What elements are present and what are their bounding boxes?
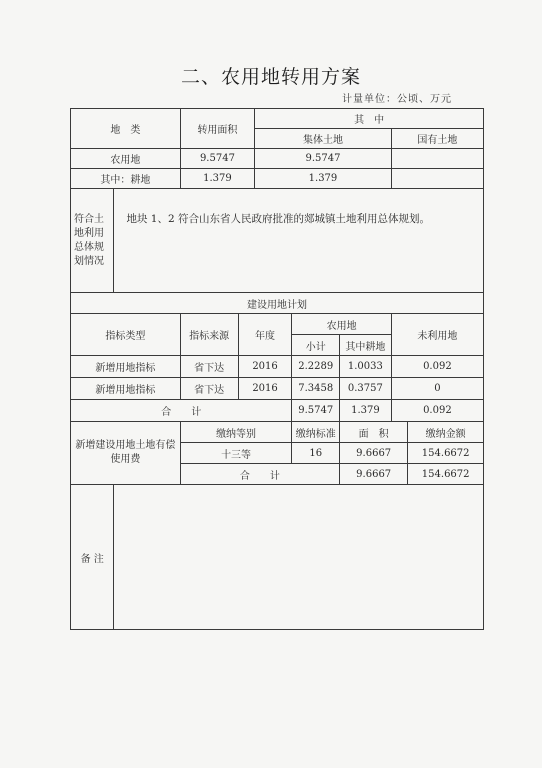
amount-cell: 154.6672 [408, 443, 484, 464]
row-label: 农用地 [71, 149, 181, 169]
subtotal-header: 小计 [292, 335, 340, 356]
indicator-type-header: 指标类型 [71, 314, 181, 356]
total-unused: 0.092 [391, 400, 483, 422]
total-row [71, 400, 484, 422]
fee-total-area: 9.6667 [340, 464, 408, 485]
area-cell: 9.5747 [180, 149, 255, 169]
conversion-plan-table [70, 108, 484, 630]
fee-total-label: 合 计 [180, 464, 339, 485]
of-which-header: 其 中 [255, 109, 484, 129]
planning-text: 地块 1、2 符合山东省人民政府批准的郯城镇土地利用总体规划。 [114, 189, 484, 293]
year-cell: 2016 [238, 378, 292, 400]
fee-total-amount: 154.6672 [408, 464, 484, 485]
area-cell: 1.379 [180, 169, 255, 189]
subtotal-cell: 2.2289 [292, 356, 340, 378]
indicator-source-cell: 省下达 [180, 378, 238, 400]
state-cell [391, 149, 483, 169]
standard-header: 缴纳标准 [292, 422, 340, 443]
remarks-label: 备 注 [71, 485, 114, 630]
standard-cell: 16 [292, 443, 340, 464]
fee-area-cell: 9.6667 [340, 443, 408, 464]
collective-cell: 9.5747 [255, 149, 392, 169]
indicator-source-header: 指标来源 [180, 314, 238, 356]
unused-land-header: 未利用地 [391, 314, 483, 356]
cultivated-cell: 0.3757 [340, 378, 392, 400]
table-row [71, 169, 484, 189]
table-row [71, 356, 484, 378]
area-header: 转用面积 [180, 109, 255, 149]
unused-cell: 0.092 [391, 356, 483, 378]
indicator-type-cell: 新增用地指标 [71, 356, 181, 378]
total-subtotal: 9.5747 [292, 400, 340, 422]
plan-title: 建设用地计划 [71, 293, 484, 314]
amount-header: 缴纳金额 [408, 422, 484, 443]
indicator-source-cell: 省下达 [180, 356, 238, 378]
unused-cell: 0 [391, 378, 483, 400]
total-label: 合 计 [71, 400, 292, 422]
grade-header: 缴纳等别 [180, 422, 292, 443]
year-cell: 2016 [238, 356, 292, 378]
collective-land-header: 集体土地 [255, 129, 392, 149]
remarks-content [114, 485, 484, 630]
grade-cell: 十三等 [180, 443, 292, 464]
fee-area-header: 面 积 [340, 422, 408, 443]
land-type-header: 地 类 [71, 109, 181, 149]
table-row [71, 378, 484, 400]
fee-label: 新增建设用地土地有偿使用费 [71, 422, 181, 485]
cultivated-cell: 1.0033 [340, 356, 392, 378]
total-cultivated: 1.379 [340, 400, 392, 422]
indicator-type-cell: 新增用地指标 [71, 378, 181, 400]
table-row [71, 149, 484, 169]
collective-cell: 1.379 [255, 169, 392, 189]
state-land-header: 国有土地 [391, 129, 483, 149]
row-label: 其中：耕地 [71, 169, 181, 189]
subtotal-cell: 7.3458 [292, 378, 340, 400]
unit-note: 计量单位：公顷、万元 [342, 94, 452, 105]
farmland-header: 农用地 [292, 314, 391, 335]
year-header: 年度 [238, 314, 292, 356]
cultivated-header: 其中耕地 [340, 335, 392, 356]
state-cell [391, 169, 483, 189]
page-title: 二、农用地转用方案 [180, 66, 361, 88]
planning-label: 符合土地利用总体规划情况 [71, 189, 114, 293]
